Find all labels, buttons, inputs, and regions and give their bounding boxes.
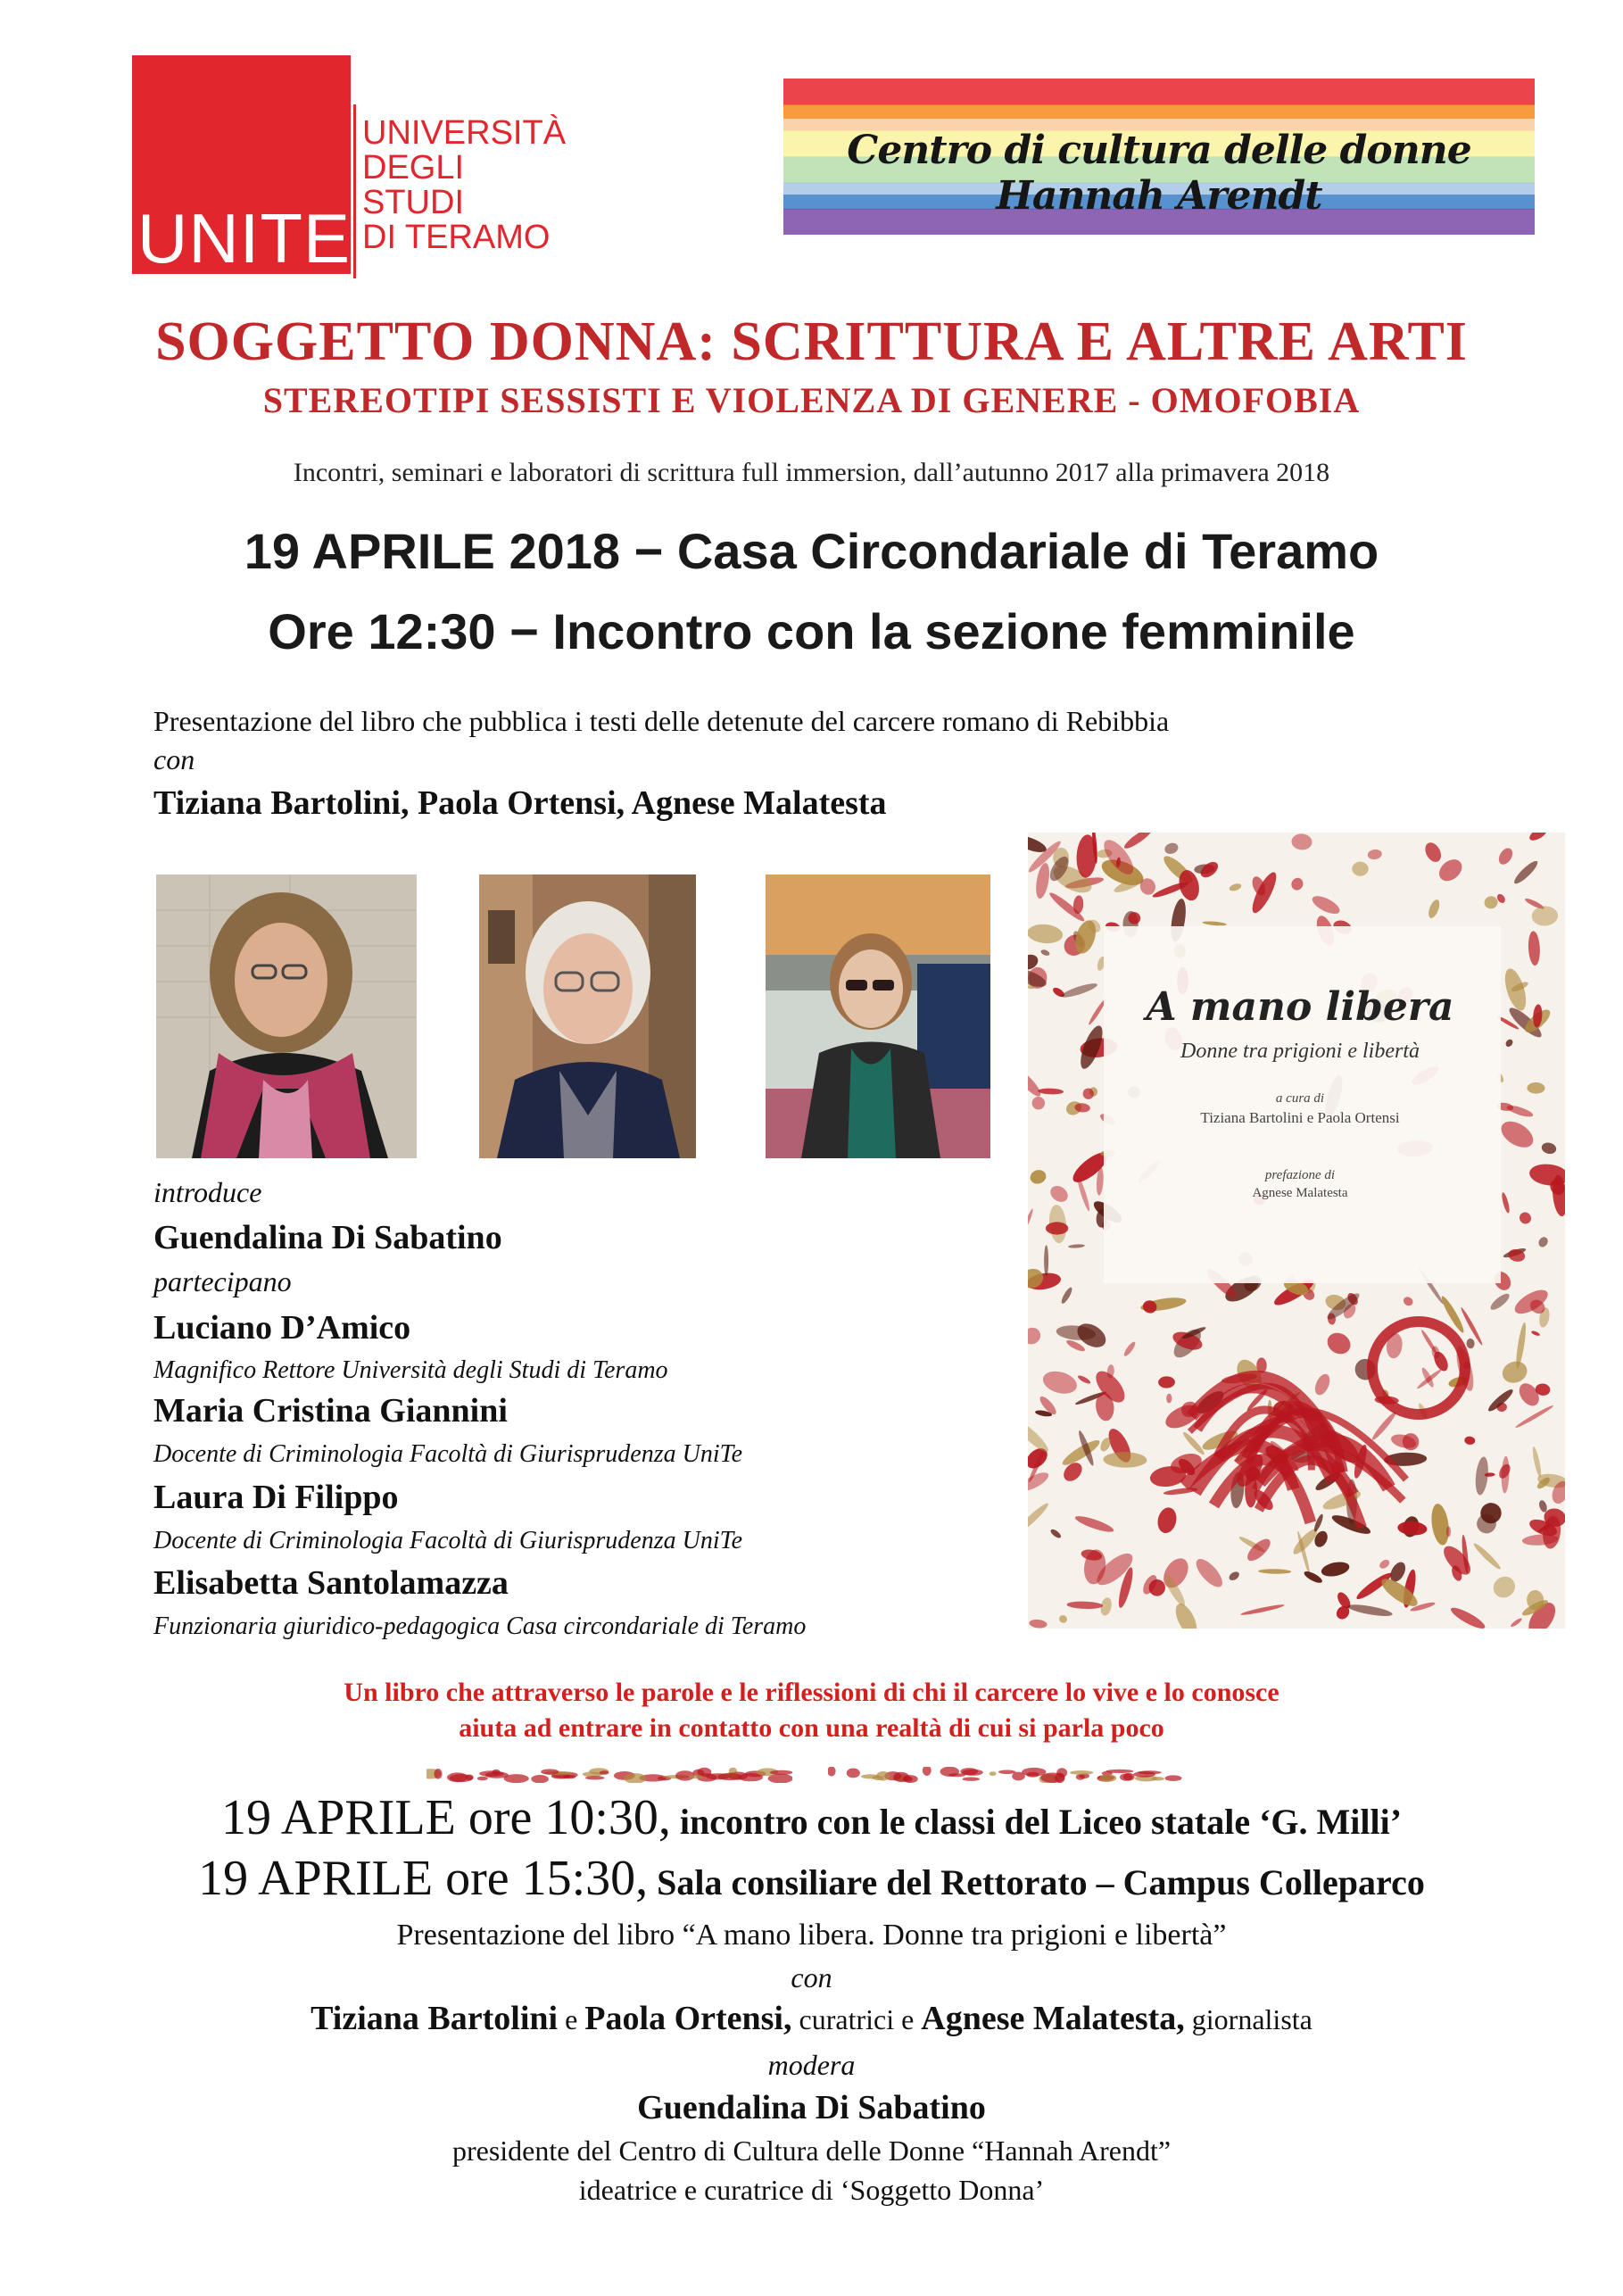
- strip-splash: [1099, 1774, 1116, 1782]
- event-morning-datetime: 19 APRILE ore 10:30,: [220, 1790, 671, 1845]
- book-cover: [1028, 833, 1565, 1629]
- event-afternoon-datetime: 19 APRILE ore 15:30,: [198, 1851, 649, 1906]
- strip-splash: [903, 1775, 918, 1783]
- unite-logo-name: [362, 116, 566, 255]
- afternoon-name-2: Paola Ortensi,: [584, 2000, 792, 2037]
- event-line-morning: [0, 1789, 1623, 1846]
- unite-name-line: DI TERAMO: [362, 219, 551, 256]
- poster-title: SOGGETTO DONNA: SCRITTURA E ALTRE ARTI: [155, 311, 1468, 372]
- hannah-arendt-logo-text: Centro di cultura delle donne Hannah Arendt: [847, 128, 1471, 219]
- afternoon-name-3: Agnese Malatesta,: [921, 2000, 1185, 2037]
- strip-splash: [828, 1767, 836, 1777]
- unite-logo-word: UNITE: [137, 199, 351, 278]
- strip-splash: [717, 1773, 741, 1780]
- event-date-location: 19 APRILE 2018 − Casa Circondariale di Teramo: [244, 523, 1379, 579]
- decorative-splash-strip: [828, 1767, 1194, 1783]
- afternoon-participants: [0, 1999, 1623, 2038]
- strip-splash: [531, 1775, 549, 1783]
- strip-splash: [998, 1770, 1015, 1775]
- afternoon-e: e: [558, 2003, 585, 2035]
- speaker-name: Elisabetta Santolamazza: [153, 1564, 509, 1602]
- strip-splash: [434, 1769, 442, 1779]
- unite-name-line: DEGLI STUDI: [362, 149, 465, 221]
- speaker-name: Luciano D’Amico: [153, 1309, 411, 1347]
- participants-label: partecipano: [153, 1265, 292, 1297]
- strip-splash: [1165, 1775, 1182, 1781]
- presentation-line: Presentazione del libro che pubblica i testi delle detenute del carcere romano di Rebibbia: [153, 705, 1170, 737]
- introduce-label: introduce: [153, 1176, 262, 1208]
- modera-label: modera: [767, 2049, 856, 2081]
- strip-splash: [847, 1769, 860, 1778]
- book-splash: [1046, 1222, 1068, 1234]
- unite-name-line: UNIVERSITÀ: [362, 114, 567, 152]
- strip-splash: [990, 1771, 997, 1776]
- strip-splash: [770, 1770, 792, 1775]
- book-title: A mano libera: [1146, 984, 1454, 1030]
- rainbow-stripe: [783, 79, 1535, 105]
- speaker-role: Docente di Criminologia Facoltà di Giurisprudenza UniTe: [153, 1440, 743, 1468]
- strip-splash: [1120, 1773, 1132, 1781]
- decorative-splash-strip: [426, 1767, 792, 1783]
- author-photo-3-image: [766, 874, 990, 1158]
- speaker-role: Magnifico Rettore Università degli Studi di Teramo: [153, 1356, 668, 1384]
- book-curated-label: a cura di: [1275, 1091, 1325, 1106]
- speaker-name: Laura Di Filippo: [153, 1479, 399, 1516]
- speaker-name: Maria Cristina Giannini: [153, 1392, 508, 1430]
- highlight-message-line2: aiuta ad entrare in contatto con una realtà di cui si parla poco: [459, 1713, 1164, 1743]
- author-photo-1: [156, 874, 417, 1158]
- series-description: Incontri, seminari e laboratori di scrittura full immersion, dall’autunno 2017 alla primavera 2018: [293, 458, 1330, 487]
- strip-splash: [689, 1775, 703, 1779]
- strip-splash: [585, 1776, 605, 1779]
- strip-splash: [1026, 1772, 1039, 1778]
- con-label: con: [153, 743, 195, 775]
- author-photo-3: [766, 874, 990, 1158]
- author-photo-2-image: [479, 874, 696, 1158]
- book-curators: Tiziana Bartolini e Paola Ortensi: [1200, 1109, 1400, 1126]
- event-line-afternoon: [0, 1850, 1623, 1907]
- author-photo-2: [479, 874, 696, 1158]
- unite-logo-divider: [353, 104, 356, 278]
- strip-splash: [493, 1770, 501, 1775]
- unite-logo: [132, 55, 567, 278]
- strip-splash: [563, 1775, 576, 1778]
- speaker-role: Funzionaria giuridico-pedagogica Casa circondariale di Teramo: [153, 1612, 807, 1640]
- afternoon-role-12: curatrici e: [791, 2003, 922, 2035]
- book-preface-label: prefazione di: [1264, 1168, 1336, 1182]
- event-afternoon-description: Sala consiliare del Rettorato – Campus Colleparco: [648, 1862, 1425, 1902]
- strip-splash: [963, 1778, 980, 1781]
- afternoon-presentation: Presentazione del libro “A mano libera. Donne tra prigioni e libertà”: [396, 1919, 1227, 1952]
- afternoon-role-3: giornalista: [1184, 2003, 1312, 2035]
- author-photo-1-image: [156, 874, 417, 1158]
- strip-splash: [1055, 1773, 1064, 1783]
- strip-splash: [600, 1770, 609, 1775]
- book-preface-author: Agnese Malatesta: [1252, 1186, 1348, 1200]
- strip-splash: [923, 1767, 932, 1776]
- moderator-name: Guendalina Di Sabatino: [637, 2089, 986, 2126]
- afternoon-con-label: con: [791, 1961, 832, 1993]
- authors-line: Tiziana Bartolini, Paola Ortensi, Agnese Malatesta: [153, 784, 887, 822]
- strip-splash: [861, 1774, 880, 1778]
- strip-splash: [504, 1774, 529, 1783]
- book-subtitle: Donne tra prigioni e libertà: [1180, 1040, 1420, 1063]
- afternoon-name-1: Tiziana Bartolini: [311, 2000, 559, 2037]
- speaker-role: Docente di Criminologia Facoltà di Giurisprudenza UniTe: [153, 1527, 743, 1554]
- highlight-message-line1: Un libro che attraverso le parole e le riflessioni di chi il carcere lo vive e lo conosce: [344, 1678, 1279, 1707]
- introducer-name: Guendalina Di Sabatino: [153, 1219, 502, 1256]
- moderator-role-2: ideatrice e curatrice di ‘Soggetto Donna’: [578, 2174, 1045, 2206]
- strip-splash: [1133, 1771, 1155, 1778]
- book-splash: [1352, 862, 1368, 876]
- book-splash: [1044, 1245, 1048, 1276]
- strip-splash: [450, 1774, 473, 1782]
- strip-splash: [948, 1773, 965, 1777]
- strip-splash: [1152, 1777, 1164, 1780]
- event-time-description: Ore 12:30 − Incontro con la sezione femminile: [268, 603, 1355, 659]
- poster-subtitle: STEREOTIPI SESSISTI E VIOLENZA DI GENERE - OMOFOBIA: [262, 380, 1361, 420]
- hannah-arendt-logo: [783, 79, 1535, 235]
- strip-splash: [1070, 1770, 1093, 1775]
- book-splash: [1446, 1527, 1451, 1538]
- moderator-role-1: presidente del Centro di Cultura delle Donne “Hannah Arendt”: [451, 2134, 1172, 2167]
- strip-splash: [541, 1769, 559, 1774]
- event-morning-description: incontro con le classi del Liceo statale ‘G. Milli’: [670, 1802, 1403, 1842]
- book-cover-art: [1028, 833, 1565, 1629]
- strip-splash: [477, 1777, 488, 1781]
